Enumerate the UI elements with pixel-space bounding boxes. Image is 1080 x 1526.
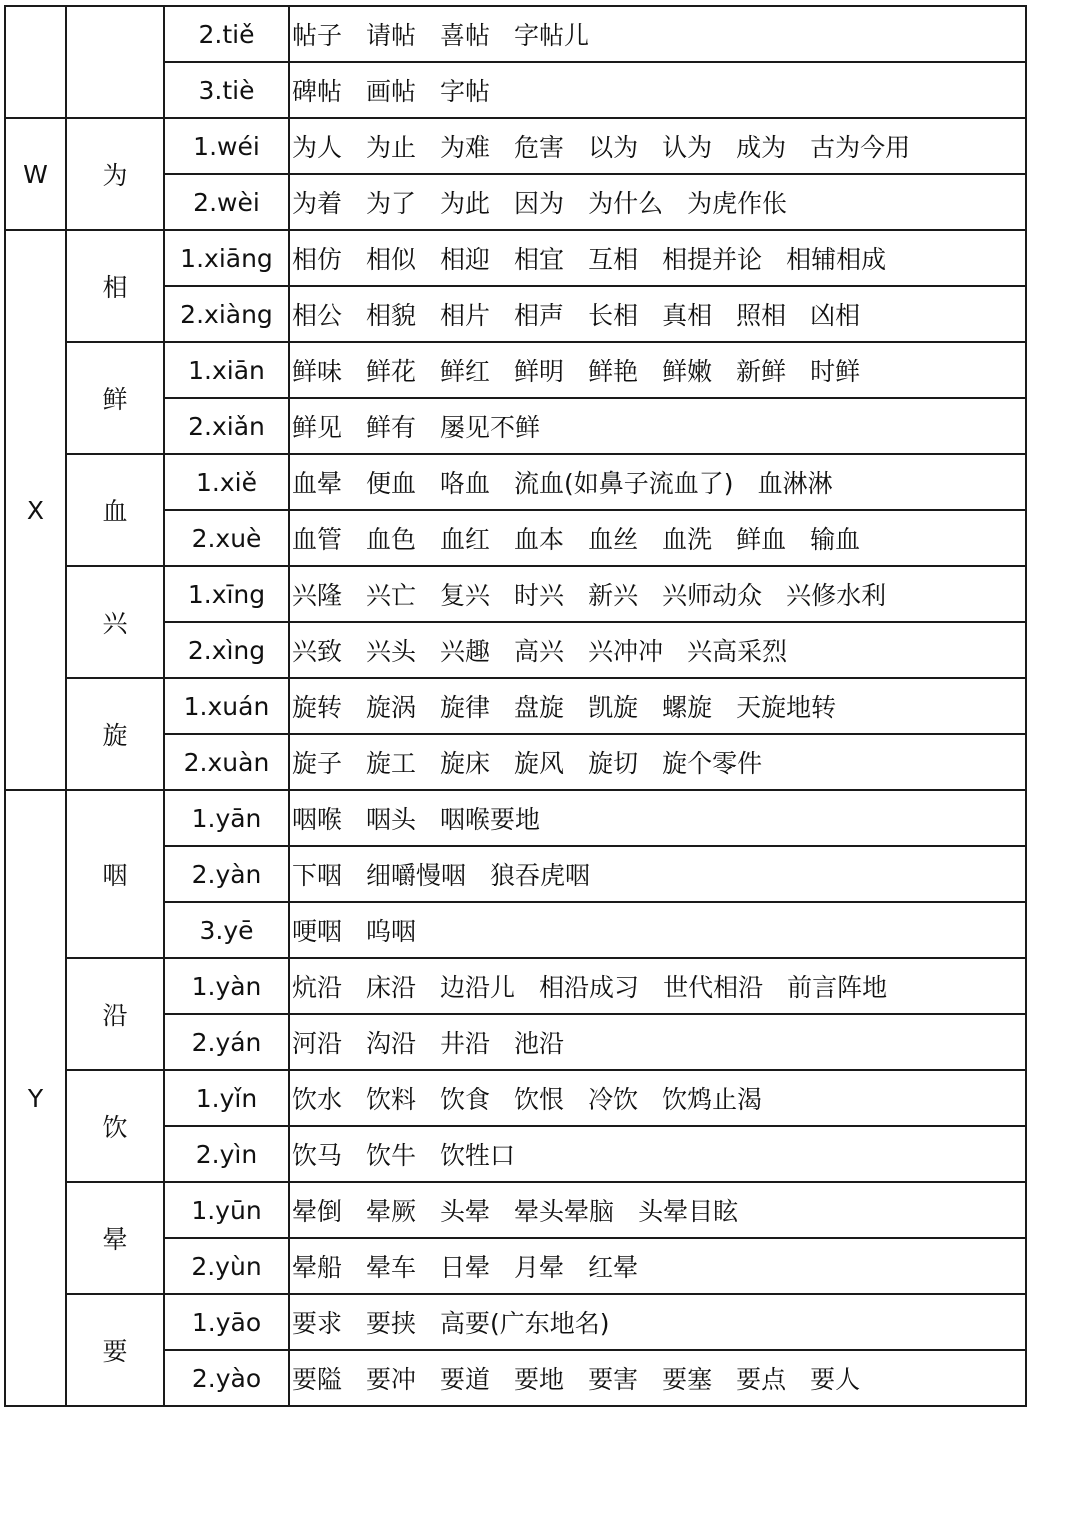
word-item: 要求 <box>292 1309 343 1338</box>
word-item: 要冲 <box>366 1365 417 1394</box>
words-cell <box>289 1350 1026 1406</box>
word-item: 相公 <box>292 301 343 330</box>
word-item: 要隘 <box>292 1365 343 1394</box>
pinyin-cell: 1.yàn <box>164 958 289 1014</box>
pinyin-cell: 1.xuán <box>164 678 289 734</box>
word-item: 饮马 <box>292 1141 343 1170</box>
word-item: 兴冲冲 <box>588 637 664 666</box>
word-item: 晕船 <box>292 1253 343 1282</box>
pinyin-cell: 2.yìn <box>164 1126 289 1182</box>
word-item: 兴隆 <box>292 581 343 610</box>
word-item: 为了 <box>366 189 417 218</box>
letter-cell: X <box>5 230 66 790</box>
pinyin-cell: 1.xīng <box>164 566 289 622</box>
word-item: 血红 <box>440 525 491 554</box>
word-item: 旋床 <box>440 749 491 778</box>
word-item: 照相 <box>736 301 787 330</box>
words-cell <box>289 230 1026 286</box>
word-item: 兴亡 <box>366 581 417 610</box>
word-item: 血本 <box>514 525 565 554</box>
word-item: 旋工 <box>366 749 417 778</box>
words-cell <box>289 1070 1026 1126</box>
word-item: 新鲜 <box>736 357 787 386</box>
word-item: 画帖 <box>366 77 417 106</box>
words-cell <box>289 790 1026 846</box>
word-item: 咽喉 <box>292 805 343 834</box>
word-item: 兴头 <box>366 637 417 666</box>
words-cell <box>289 846 1026 902</box>
pinyin-cell: 2.xiǎn <box>164 398 289 454</box>
word-item: 为难 <box>440 133 491 162</box>
words-cell <box>289 510 1026 566</box>
character-cell: 相 <box>66 230 164 342</box>
words-cell <box>289 622 1026 678</box>
word-item: 鲜有 <box>366 413 417 442</box>
word-item: 下咽 <box>292 861 343 890</box>
words-cell <box>289 1182 1026 1238</box>
character-cell: 血 <box>66 454 164 566</box>
word-item: 鲜红 <box>440 357 491 386</box>
word-item: 兴致 <box>292 637 343 666</box>
word-item: 炕沿 <box>292 973 343 1002</box>
word-item: 咽喉要地 <box>440 805 541 834</box>
table-row <box>5 454 1026 510</box>
word-item: 咯血 <box>440 469 491 498</box>
pinyin-cell: 2.yán <box>164 1014 289 1070</box>
word-item: 边沿儿 <box>440 973 516 1002</box>
table-row <box>5 342 1026 398</box>
pinyin-cell: 3.yē <box>164 902 289 958</box>
word-item: 血丝 <box>588 525 639 554</box>
word-item: 相沿成习 <box>539 973 640 1002</box>
word-item: 旋风 <box>514 749 565 778</box>
word-item: 天旋地转 <box>736 693 837 722</box>
word-item: 旋个零件 <box>662 749 763 778</box>
character-cell: 饮 <box>66 1070 164 1182</box>
words-cell <box>289 118 1026 174</box>
word-item: 血淋淋 <box>757 469 833 498</box>
word-item: 为着 <box>292 189 343 218</box>
word-item: 兴修水利 <box>786 581 887 610</box>
word-item: 时鲜 <box>810 357 861 386</box>
words-cell <box>289 1238 1026 1294</box>
table-row <box>5 6 1026 62</box>
character-cell: 兴 <box>66 566 164 678</box>
pinyin-cell: 1.xiāng <box>164 230 289 286</box>
word-item: 细嚼慢咽 <box>366 861 467 890</box>
word-item: 新兴 <box>588 581 639 610</box>
word-item: 鲜艳 <box>588 357 639 386</box>
word-item: 要人 <box>810 1365 861 1394</box>
table-row <box>5 1070 1026 1126</box>
word-item: 兴师动众 <box>662 581 763 610</box>
word-item: 要挟 <box>366 1309 417 1338</box>
word-item: 为此 <box>440 189 491 218</box>
pinyin-cell: 1.yūn <box>164 1182 289 1238</box>
word-item: 字帖儿 <box>514 21 590 50</box>
word-item: 床沿 <box>366 973 417 1002</box>
word-item: 帖子 <box>292 21 343 50</box>
words-cell <box>289 902 1026 958</box>
words-cell <box>289 342 1026 398</box>
word-item: 旋律 <box>440 693 491 722</box>
table-row <box>5 566 1026 622</box>
word-item: 碑帖 <box>292 77 343 106</box>
word-item: 成为 <box>736 133 787 162</box>
word-item: 兴趣 <box>440 637 491 666</box>
word-item: 前言阵地 <box>787 973 888 1002</box>
words-cell <box>289 6 1026 62</box>
word-item: 血洗 <box>662 525 713 554</box>
pinyin-cell: 3.tiè <box>164 62 289 118</box>
pinyin-cell: 2.xuè <box>164 510 289 566</box>
pinyin-cell: 1.xiě <box>164 454 289 510</box>
pinyin-cell: 2.yào <box>164 1350 289 1406</box>
word-item: 盘旋 <box>514 693 565 722</box>
word-item: 红晕 <box>588 1253 639 1282</box>
word-item: 为人 <box>292 133 343 162</box>
word-item: 井沿 <box>440 1029 491 1058</box>
word-item: 相片 <box>440 301 491 330</box>
character-cell: 要 <box>66 1294 164 1406</box>
word-item: 血管 <box>292 525 343 554</box>
word-item: 冷饮 <box>588 1085 639 1114</box>
word-item: 晕车 <box>366 1253 417 1282</box>
word-item: 晕倒 <box>292 1197 343 1226</box>
pinyin-cell: 2.wèi <box>164 174 289 230</box>
table-row <box>5 790 1026 846</box>
words-cell <box>289 174 1026 230</box>
words-cell <box>289 62 1026 118</box>
character-cell <box>66 6 164 118</box>
words-cell <box>289 958 1026 1014</box>
word-item: 古为今用 <box>810 133 911 162</box>
word-item: 饮牲口 <box>440 1141 516 1170</box>
word-item: 沟沿 <box>366 1029 417 1058</box>
table-row <box>5 230 1026 286</box>
word-item: 头晕目眩 <box>638 1197 739 1226</box>
words-cell <box>289 734 1026 790</box>
word-item: 认为 <box>662 133 713 162</box>
table-row <box>5 958 1026 1014</box>
table-body <box>5 6 1026 1406</box>
word-item: 喜帖 <box>440 21 491 50</box>
word-item: 要塞 <box>662 1365 713 1394</box>
word-item: 相声 <box>514 301 565 330</box>
letter-cell: Y <box>5 790 66 1406</box>
word-item: 饮牛 <box>366 1141 417 1170</box>
word-item: 危害 <box>514 133 565 162</box>
word-item: 鲜嫩 <box>662 357 713 386</box>
table-row <box>5 118 1026 174</box>
pinyin-cell: 2.xìng <box>164 622 289 678</box>
letter-cell <box>5 6 66 118</box>
word-item: 鲜味 <box>292 357 343 386</box>
pinyin-cell: 2.yàn <box>164 846 289 902</box>
word-item: 螺旋 <box>662 693 713 722</box>
words-cell <box>289 1126 1026 1182</box>
table-row <box>5 678 1026 734</box>
letter-cell: W <box>5 118 66 230</box>
character-cell: 旋 <box>66 678 164 790</box>
word-item: 饮食 <box>440 1085 491 1114</box>
word-item: 真相 <box>662 301 713 330</box>
words-cell <box>289 566 1026 622</box>
word-item: 相仿 <box>292 245 343 274</box>
word-item: 饮恨 <box>514 1085 565 1114</box>
word-item: 为什么 <box>588 189 664 218</box>
word-item: 相似 <box>366 245 417 274</box>
table-row <box>5 1182 1026 1238</box>
word-item: 饮料 <box>366 1085 417 1114</box>
words-cell <box>289 454 1026 510</box>
word-item: 为虎作伥 <box>687 189 788 218</box>
word-item: 互相 <box>588 245 639 274</box>
polyphonic-table <box>4 5 1027 1407</box>
word-item: 高要(广东地名) <box>440 1309 610 1338</box>
word-item: 日晕 <box>440 1253 491 1282</box>
word-item: 相提并论 <box>662 245 763 274</box>
pinyin-cell: 2.xuàn <box>164 734 289 790</box>
word-item: 屡见不鲜 <box>440 413 541 442</box>
pinyin-cell: 1.yāo <box>164 1294 289 1350</box>
word-item: 高兴 <box>514 637 565 666</box>
word-item: 请帖 <box>366 21 417 50</box>
word-item: 要地 <box>514 1365 565 1394</box>
word-item: 旋涡 <box>366 693 417 722</box>
word-item: 要害 <box>588 1365 639 1394</box>
word-item: 鲜见 <box>292 413 343 442</box>
word-item: 河沿 <box>292 1029 343 1058</box>
pinyin-cell: 2.tiě <box>164 6 289 62</box>
character-cell: 为 <box>66 118 164 230</box>
word-item: 要点 <box>736 1365 787 1394</box>
word-item: 狼吞虎咽 <box>490 861 591 890</box>
character-cell: 沿 <box>66 958 164 1070</box>
word-item: 鲜血 <box>736 525 787 554</box>
word-item: 相辅相成 <box>786 245 887 274</box>
word-item: 晕头晕脑 <box>514 1197 615 1226</box>
word-item: 鲜花 <box>366 357 417 386</box>
pinyin-cell: 1.xiān <box>164 342 289 398</box>
word-item: 因为 <box>514 189 565 218</box>
words-cell <box>289 398 1026 454</box>
word-item: 血色 <box>366 525 417 554</box>
pinyin-cell: 1.wéi <box>164 118 289 174</box>
word-item: 复兴 <box>440 581 491 610</box>
words-cell <box>289 1294 1026 1350</box>
word-item: 旋切 <box>588 749 639 778</box>
word-item: 相宜 <box>514 245 565 274</box>
word-item: 旋转 <box>292 693 343 722</box>
words-cell <box>289 1014 1026 1070</box>
pinyin-cell: 2.xiàng <box>164 286 289 342</box>
pinyin-cell: 1.yān <box>164 790 289 846</box>
word-item: 头晕 <box>440 1197 491 1226</box>
word-item: 输血 <box>810 525 861 554</box>
word-item: 相貌 <box>366 301 417 330</box>
word-item: 为止 <box>366 133 417 162</box>
word-item: 旋子 <box>292 749 343 778</box>
character-cell: 晕 <box>66 1182 164 1294</box>
word-item: 凶相 <box>810 301 861 330</box>
word-item: 要道 <box>440 1365 491 1394</box>
word-item: 饮鸩止渴 <box>662 1085 763 1114</box>
word-item: 血晕 <box>292 469 343 498</box>
words-cell <box>289 678 1026 734</box>
word-item: 流血(如鼻子流血了) <box>514 469 734 498</box>
words-cell <box>289 286 1026 342</box>
character-cell: 咽 <box>66 790 164 958</box>
table-row <box>5 1294 1026 1350</box>
word-item: 咽头 <box>366 805 417 834</box>
word-item: 世代相沿 <box>663 973 764 1002</box>
pinyin-cell: 1.yǐn <box>164 1070 289 1126</box>
word-item: 相迎 <box>440 245 491 274</box>
word-item: 字帖 <box>440 77 491 106</box>
word-item: 呜咽 <box>366 917 417 946</box>
word-item: 晕厥 <box>366 1197 417 1226</box>
word-item: 哽咽 <box>292 917 343 946</box>
character-cell: 鲜 <box>66 342 164 454</box>
word-item: 兴高采烈 <box>687 637 788 666</box>
word-item: 池沿 <box>514 1029 565 1058</box>
word-item: 以为 <box>588 133 639 162</box>
word-item: 凯旋 <box>588 693 639 722</box>
word-item: 便血 <box>366 469 417 498</box>
word-item: 时兴 <box>514 581 565 610</box>
word-item: 饮水 <box>292 1085 343 1114</box>
word-item: 月晕 <box>514 1253 565 1282</box>
pinyin-cell: 2.yùn <box>164 1238 289 1294</box>
word-item: 鲜明 <box>514 357 565 386</box>
word-item: 长相 <box>588 301 639 330</box>
